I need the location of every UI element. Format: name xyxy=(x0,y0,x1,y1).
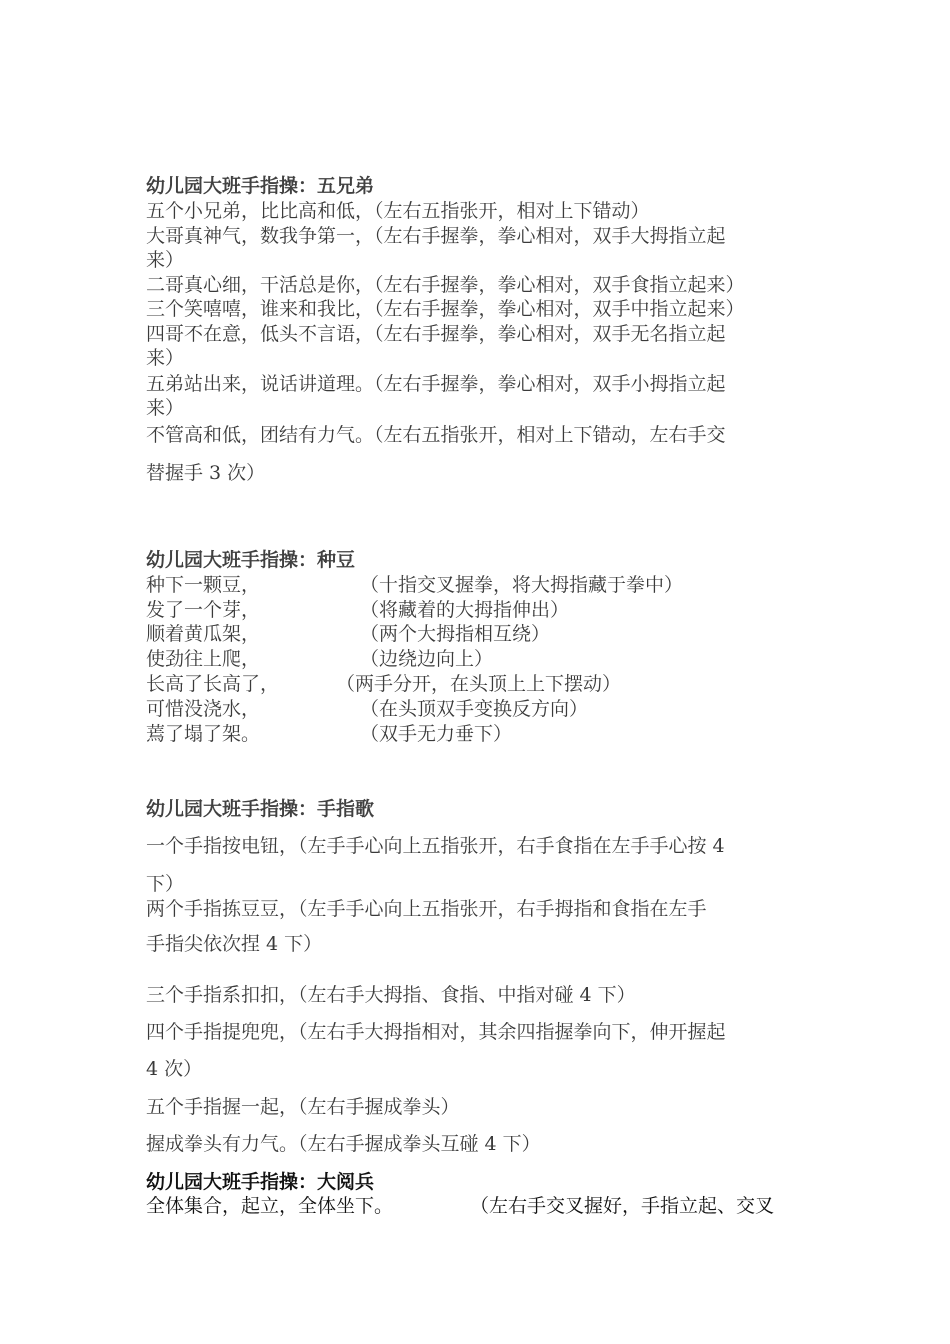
verse-line: 发了一个芽， xyxy=(146,599,261,621)
text-line: 三个笑嘻嘻，谁来和我比，（左右手握拳，拳心相对，双手中指立起来） xyxy=(146,298,745,320)
verse-line: 全体集合，起立，全体坐下。 xyxy=(146,1195,394,1217)
text-line: 四哥不在意，低头不言语，（左右手握拳，拳心相对，双手无名指立起 xyxy=(146,323,726,345)
text-line: 来） xyxy=(146,397,185,419)
action-note: （左右手交叉握好，手指立起、交叉 xyxy=(470,1195,775,1217)
text-line: 来） xyxy=(146,347,185,369)
action-note: （双手无力垂下） xyxy=(360,723,513,745)
verse-line: 可惜没浇水， xyxy=(146,698,261,720)
text-line: 三个手指系扣扣，（左右手大拇指、食指、中指对碰 4 下） xyxy=(146,984,636,1006)
verse-line: 蔫了塌了架。 xyxy=(146,723,261,745)
text-line: 替握手 3 次） xyxy=(146,462,266,484)
text-line: 两个手指拣豆豆，（左手手心向上五指张开，右手拇指和食指在左手 xyxy=(146,898,707,920)
text-line: 不管高和低，团结有力气。（左右五指张开，相对上下错动，左右手交 xyxy=(146,424,726,446)
text-line: 五弟站出来，说话讲道理。（左右手握拳，拳心相对，双手小拇指立起 xyxy=(146,373,726,395)
verse-line: 长高了长高了， xyxy=(146,673,280,695)
action-note: （两手分开，在头顶上上下摆动） xyxy=(336,673,622,695)
text-line: 五个小兄弟，比比高和低，（左右五指张开，相对上下错动） xyxy=(146,200,650,222)
verse-line: 顺着黄瓜架， xyxy=(146,623,261,645)
text-line: 大哥真神气，数我争第一，（左右手握拳，拳心相对，双手大拇指立起 xyxy=(146,225,726,247)
text-line: 4 次） xyxy=(146,1058,203,1080)
action-note: （十指交叉握拳，将大拇指藏于拳中） xyxy=(360,574,684,596)
section-title-zhongdou: 幼儿园大班手指操：种豆 xyxy=(146,549,356,571)
action-note: （在头顶双手变换反方向） xyxy=(360,698,589,720)
verse-line: 种下一颗豆， xyxy=(146,574,261,596)
text-line: 一个手指按电钮，（左手手心向上五指张开，右手食指在左手手心按 4 xyxy=(146,835,725,857)
text-line: 四个手指提兜兜，（左右手大拇指相对，其余四指握拳向下，伸开握起 xyxy=(146,1021,726,1043)
text-line: 手指尖依次捏 4 下） xyxy=(146,933,323,955)
section-title-shouzhige: 幼儿园大班手指操：手指歌 xyxy=(146,798,375,820)
section-title-dayuebing: 幼儿园大班手指操：大阅兵 xyxy=(146,1171,375,1193)
text-line: 二哥真心细，干活总是你，（左右手握拳，拳心相对，双手食指立起来） xyxy=(146,274,745,296)
text-line: 五个手指握一起，（左右手握成拳头） xyxy=(146,1096,460,1118)
action-note: （两个大拇指相互绕） xyxy=(360,623,551,645)
text-line: 来） xyxy=(146,249,185,271)
text-line: 下） xyxy=(146,873,185,895)
text-line: 握成拳头有力气。（左右手握成拳头互碰 4 下） xyxy=(146,1133,541,1155)
action-note: （边绕边向上） xyxy=(360,648,494,670)
verse-line: 使劲往上爬， xyxy=(146,648,261,670)
section-title-wuxiongdi: 幼儿园大班手指操：五兄弟 xyxy=(146,175,375,197)
action-note: （将藏着的大拇指伸出） xyxy=(360,599,570,621)
